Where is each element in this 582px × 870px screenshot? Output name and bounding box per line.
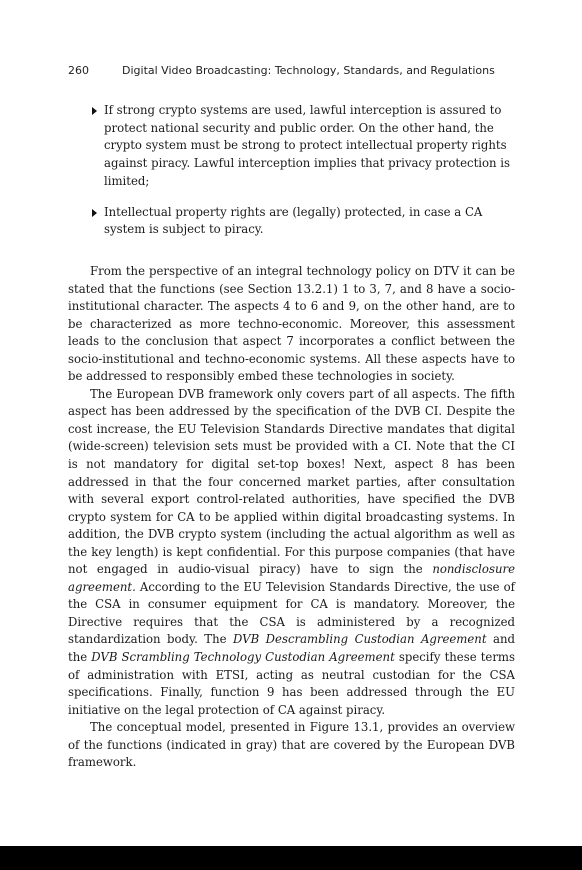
bullet-list bbox=[88, 102, 516, 252]
text-run: The European DVB framework only covers part of all aspects. The fifth aspect has been addressed by the specification of the DVB CI. Despite the cost increase, the EU Television Standards Directive mandates that digital (wide-screen) television sets must be provided with a CI. Note that the CI is not mandatory for digital set-top boxes! Next, aspect 8 has been addressed in that the four concerned market parties, after consultation with several export control-related authorities, have specified the DVB crypto system for CA to be applied within digital broadcasting systems. In addition, the DVB crypto system (including the actual algorithm as well as the key length) is kept confidential. For this purpose companies (that have not engaged in audio-visual piracy) have to sign the bbox=[68, 386, 515, 577]
italic-term: nondisclosure agreement. bbox=[68, 562, 515, 594]
list-item bbox=[88, 204, 516, 239]
bullet-arrow-icon bbox=[92, 209, 97, 217]
text-run: specify these terms of administration with ETSI, acting as neutral custodian for the CSA specifications. Finally, function 9 has been addressed through the EU initiative on the legal protection of CA against piracy. bbox=[68, 650, 515, 717]
bullet-arrow-icon bbox=[92, 107, 97, 115]
italic-term: DVB Scrambling Technology Custodian Agreement bbox=[91, 650, 395, 665]
bottom-black-bar bbox=[0, 846, 582, 870]
bullet-text: If strong crypto systems are used, lawful interception is assured to protect national security and public order. On the other hand, the crypto system must be strong to protect intellectual property rights against piracy. Lawful interception implies that privacy protection is limited; bbox=[104, 103, 511, 188]
text-run: According to the EU Television Standards Directive, the use of the CSA in consumer equipment for CA is mandatory. Moreover, the Directive requires that the CSA is administered by a recognized standardization body. The bbox=[68, 579, 515, 647]
page-header bbox=[68, 64, 514, 80]
paragraph-policy: From the perspective of an integral technology policy on DTV it can be stated that the functions (see Section 13.2.1) 1 to 3, 7, and 8 have a socio-institutional character. The aspects 4 to 6 and 9, on the other hand, are to be characterized as more techno-economic. Moreover, this assessment leads to the conclusion that aspect 7 incorporates a conflict between the socio-institutional and techno-economic systems. All these aspects have to be addressed to responsibly embed these technologies in society. bbox=[68, 264, 515, 384]
list-item bbox=[88, 102, 516, 191]
paragraph-dvb-framework bbox=[68, 386, 515, 719]
body-text bbox=[68, 263, 515, 772]
italic-term: DVB Descrambling Custodian Agreement bbox=[233, 632, 487, 647]
bullet-text: Intellectual property rights are (legally) protected, in case a CA system is subject to piracy. bbox=[104, 204, 483, 237]
paragraph-conceptual-model: The conceptual model, presented in Figure 13.1, provides an overview of the functions (indicated in gray) that are covered by the European DVB framework. bbox=[68, 720, 515, 770]
running-title: Digital Video Broadcasting: Technology, Standards, and Regulations bbox=[122, 64, 495, 77]
page-number: 260 bbox=[68, 64, 89, 77]
text-run: and the bbox=[68, 632, 515, 665]
